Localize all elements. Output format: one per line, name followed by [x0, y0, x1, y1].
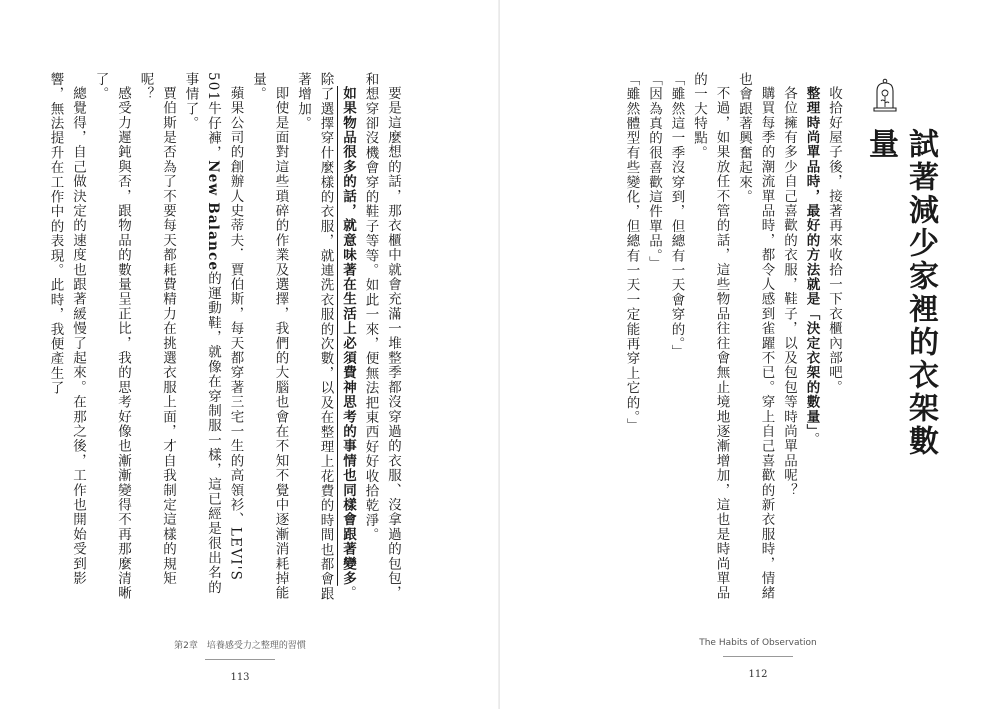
right-page-body: [595, 72, 845, 602]
left-page-body: [47, 72, 404, 602]
series-label: The Habits of Observation: [699, 638, 817, 648]
right-footer: [678, 638, 838, 680]
paragraph: [89, 72, 134, 602]
chapter-label: 第2章 培養感受力之整理的習慣: [174, 641, 306, 651]
body-text: 「因為真的很喜歡這件單品。」: [646, 72, 662, 272]
section-title: 試著減少家裡的衣架數量: [863, 128, 938, 458]
right-page: [500, 0, 1000, 709]
emphasis-text: 如果物品很多的話，就意味著在生活上必須費神思考的事情也同樣會跟著變多: [340, 85, 356, 586]
left-footer: [160, 638, 320, 683]
paragraph: [733, 72, 778, 602]
footer-rule: [723, 656, 793, 657]
body-text: 不過，如果放任不管的話，這些物品往往會無止境地逐漸增加，這也是時尚單品的一大特點。: [691, 72, 730, 600]
body-text: 要是這麼想的話，那衣櫃中就會充滿一堆整季都沒穿過的衣服、沒拿過的包包，和想穿卻沒機會穿的鞋子等等。如此一來，便無法把東西好好收拾乾淨。: [362, 72, 401, 600]
body-text: 各位擁有多少自己喜歡的衣服，鞋子，以及包包等時尚單品呢？: [781, 85, 797, 498]
bell-jar-rose-icon: [872, 78, 898, 112]
body-text: 「雖然這一季沒穿到，但總有一天會穿的。」: [668, 72, 685, 360]
paragraph: [247, 72, 292, 602]
body-text: 蘋果公司的創辦人史蒂夫．賈伯斯，每天都穿著三宅一生的高領衫、LEVI'S 501牛仔褲，: [205, 72, 244, 581]
paragraph: [44, 72, 89, 602]
body-text: 收拾好屋子後，接著再來收拾一下衣櫃內部吧。: [826, 85, 842, 395]
body-text: 的運動鞋，就像在穿制服一樣，這已經是很出名的事情了。: [182, 72, 221, 595]
paragraph: [823, 72, 846, 602]
body-text: 總覺得，自己做決定的速度也跟著緩慢了起來。在那之後，工作也開始受到影響，無法提升在工作中的表現。此時，我便產生了: [47, 72, 86, 586]
section-heading: [860, 78, 938, 478]
paragraph: [292, 72, 360, 602]
page-number: 112: [748, 669, 768, 680]
emphasis-text: 整理時尚單品時，最好的方法就是「決定衣架的數量」: [803, 85, 820, 432]
paragraph: [134, 72, 179, 602]
body-text: 賈伯斯是否為了不要每天都耗費精力在挑選衣服上面，才自我制定這樣的規矩呢？: [137, 72, 176, 586]
body-text: 。: [803, 431, 820, 447]
body-text: 購買每季的潮流單品時，都令人感到雀躍不已。穿上自己喜歡的新衣服時，情緒也會跟著興奮起來。: [736, 72, 775, 600]
body-text: 即使是面對這些瑣碎的作業及選擇，我們的大腦也會在不知不覺中逐漸消耗掉能量。: [250, 72, 289, 600]
paragraph: [179, 72, 247, 602]
footer-rule: [205, 659, 275, 660]
paragraph: [688, 72, 733, 602]
quote-line: [620, 72, 643, 602]
page-number: 113: [230, 672, 250, 683]
body-text: 「雖然體型有些變化，但總有一天一定能再穿上它的。」: [623, 72, 640, 433]
body-text: 感受力遲鈍與否，跟物品的數量呈正比，我的思考好像也漸漸變得不再那麼清晰了。: [92, 72, 131, 600]
paragraph: [778, 72, 801, 602]
quote-line: [643, 72, 666, 602]
paragraph: [800, 72, 823, 602]
body-text: 。除了選擇穿什麼樣的衣服，就連洗衣服的次數，以及在整理上花費的時間也都會跟著增加。: [295, 72, 356, 602]
emphasis-text: New Balance: [205, 160, 221, 272]
paragraph: [359, 72, 404, 602]
quote-line: [665, 72, 688, 602]
